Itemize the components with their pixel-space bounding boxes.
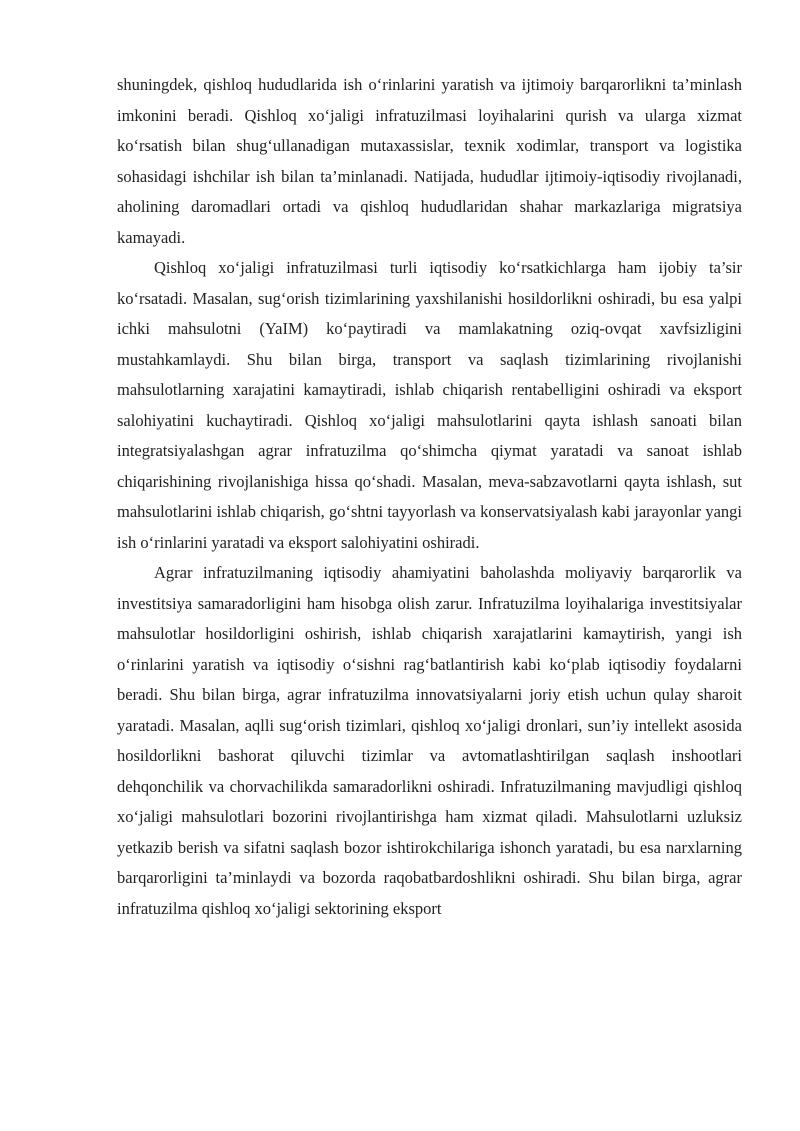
paragraph-economic-indicators: Qishloq xo‘jaligi infratuzilmasi turli iqtisodiy ko‘rsatkichlarga ham ijobiy ta’sir ko‘rsatadi. Masalan, sug‘orish tizimlarining yaxshilanishi hosildorlikni oshiradi, bu esa yalpi ichki mahsulotni (YaIM) ko‘paytiradi va mamlakatning oziq-ovqat xavfsizligini mustahkamlaydi. Shu bilan birga, transport va saqlash tizimlarining rivojlanishi mahsulotlarning xarajatini kamaytiradi, ishlab chiqarish rentabelligini oshiradi va eksport salohiyatini kuchaytiradi. Qishloq xo‘jaligi mahsulotlarini qayta ishlash sanoati bilan integratsiyalashgan agrar infratuzilma qo‘shimcha qiymat yaratadi va sanoat ishlab chiqarishining rivojlanishiga hissa qo‘shadi. Masalan, meva-sabzavotlarni qayta ishlash, sut mahsulotlarini ishlab chiqarish, go‘shtni tayyorlash va konservatsiyalash kabi jarayonlar yangi ish o‘rinlarini yaratadi va eksport salohiyatini oshiradi. <box>117 258 742 552</box>
document-body <box>117 70 742 924</box>
paragraph-continuation: shuningdek, qishloq hududlarida ish o‘rinlarini yaratish va ijtimoiy barqarorlikni ta’minlash imkonini beradi. Qishloq xo‘jaligi infratuzilmasi loyihalarini qurish va ularga xizmat ko‘rsatish bilan shug‘ullanadigan mutaxassislar, texnik xodimlar, transport va logistika sohasidagi ishchilar ish bilan ta’minlanadi. Natijada, hududlar ijtimoiy-iqtisodiy rivojlanadi, aholining daromadlari ortadi va qishloq hududlaridan shahar markazlariga migratsiya kamayadi. <box>117 75 742 247</box>
paragraph-investment-efficiency: Agrar infratuzilmaning iqtisodiy ahamiyatini baholashda moliyaviy barqarorlik va investitsiya samaradorligini ham hisobga olish zarur. Infratuzilma loyihalariga investitsiyalar mahsulotlar hosildorligini oshirish, ishlab chiqarish xarajatlarini kamaytirish, yangi ish o‘rinlarini yaratish va iqtisodiy o‘sishni rag‘batlantirish kabi ko‘plab iqtisodiy foydalarni beradi. Shu bilan birga, agrar infratuzilma innovatsiyalarni joriy etish uchun qulay sharoit yaratadi. Masalan, aqlli sug‘orish tizimlari, qishloq xo‘jaligi dronlari, sun’iy intellekt asosida hosildorlikni bashorat qiluvchi tizimlar va avtomatlashtirilgan saqlash inshootlari dehqonchilik va chorvachilikda samaradorlikni oshiradi. Infratuzilmaning mavjudligi qishloq xo‘jaligi mahsulotlari bozorini rivojlantirishga ham xizmat qiladi. Mahsulotlarni uzluksiz yetkazib berish va sifatni saqlash bozor ishtirokchilariga ishonch yaratadi, bu esa narxlarning barqarorligini ta’minlaydi va bozorda raqobatbardoshlikni oshiradi. Shu bilan birga, agrar infratuzilma qishloq xo‘jaligi sektorining eksport <box>117 563 742 918</box>
